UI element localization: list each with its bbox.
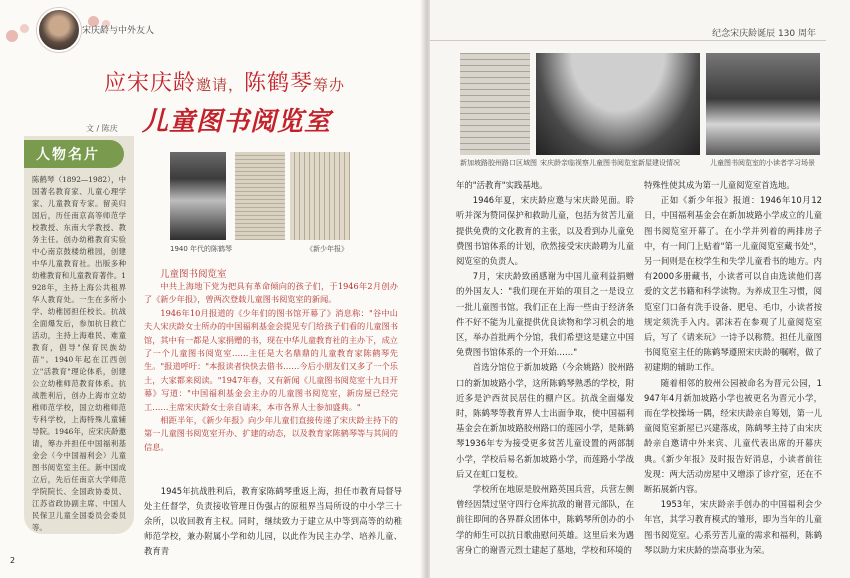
paragraph: 随着相邻的胶州公园被命名为晋元公园，1947年4月新加坡路小学也被更名为晋元小学，而在学校操场一隅，经宋庆龄亲自筹划，第一儿童阅览室新屋已兴建落成，陈鹤琴主持了由宋庆龄亲自邀请中外来宾、儿童代表出席的开幕庆典。《新少年报》及时报告好消息，小读者前往发现：两大活动房屋中又增添了诊疗室，还在不断拓展新内容。	[644, 377, 822, 495]
profile-sidebar	[24, 136, 134, 534]
paragraph: 首选分馆位于新加坡路（今余姚路）胶州路口的新加坡路小学，这所陈鹤琴熟悉的学校，附近多是沪西贫民居住的棚户区。抗战全面爆发时，陈鹤琴等教育界人士出面争取，使中国福利基金会在新加坡路胶州路口的莲园小学，是陈鹤琴1936年专为接受更多贫苦儿童设置的两部制小学，学校后易名新加坡路小学，而莲路小学战后又在虹口复校。	[456, 362, 634, 479]
paragraph: 中共上海地下党为把具有革命倾向的孩子们，于1946年2月创办了《新少年报》，曾两次登载儿童图书阅览室的新闻。	[144, 281, 398, 305]
avatar	[37, 8, 81, 52]
header-rule	[430, 40, 826, 41]
paragraph: 1946年10月报道的《少年们的图书馆开幕了》消息称："谷中山夫人宋庆龄女士所办的中国福利基金会提见专门给孩子们看的儿童图书馆，其中有一都是人家捐赠的书，现在中华儿童教育社的主办下，成立了一个儿童图书阅览室……主任是大名鼎鼎的儿童教育家陈鹤琴先生。"报道呼吁："本报读者快快去借书……今后小朋友们又多了一个乐土，大家都来阅读。"1947年春，又有新闻《儿童图书阅览室十九日开幕》写道："中国福利基金会主办的儿童图书阅览室，新房屋已经完工……主席宋庆龄女士亲自请来，本市各界人士参加盛典。"	[144, 307, 398, 412]
title-part: 邀请，	[196, 76, 245, 94]
photo-caption: 《新少年报》	[306, 245, 348, 253]
paragraph: 1953年，宋庆龄亲手创办的中国福利会少年宫，其学习教育模式的雏形，即为当年的儿童图书阅览室。心系劳苦儿童的需求和福利，陈鹤琴以助力宋庆龄的崇高事业为荣。	[644, 499, 822, 555]
title-part: 应宋庆龄	[104, 71, 197, 96]
text-column-1	[456, 178, 634, 558]
sidebar-heading: 人物名片	[24, 140, 124, 168]
title-part: 陈鹤琴	[244, 71, 314, 96]
newspaper-photo	[235, 152, 285, 240]
reading-room-photo	[706, 53, 820, 155]
photo-caption: 新加坡路胶州路口区域图	[460, 159, 537, 167]
paragraph: 相距半年，《新少年报》向少年儿童们直接传递了宋庆龄主持下的第一儿童图书阅览室开办、扩建的动态，以及教育家陈鹤琴等与其间的信息。	[144, 415, 398, 452]
title-line-1	[104, 66, 345, 97]
page-number: 2	[10, 556, 16, 565]
paragraph: 7月，宋庆龄致函感谢为中国儿童利益捐赠的外国友人："我们现在开始的项目之一是设立一批儿童图书馆。我们正在上海一些由于经济条件不好不能为儿童提供优良读物和学习机会的地区，举办首批两个分馆，我们希望这是建立中国免费图书馆体系的一个开始……"	[456, 271, 634, 358]
quoted-report	[144, 280, 398, 454]
photo-caption: 儿童图书阅览室的小读者学习场景	[710, 159, 815, 167]
paragraph: 年的"活教育"实践基地。	[456, 180, 548, 190]
header-tag: 宋庆龄与中外友人	[82, 26, 155, 36]
decor-dot	[20, 24, 29, 33]
visit-photo	[536, 53, 700, 155]
running-header: 纪念宋庆龄诞辰 130 周年	[712, 29, 816, 39]
paragraph: 1946年夏，宋庆龄应邀与宋庆龄见面。聆听并深为赞同保护和救助儿童，包括为贫苦儿童提供免费的文化教育的主张，以及看到办儿童免费图书馆体系的计划，欣然接受宋庆龄聘为儿童阅览室的负责人。	[456, 195, 634, 267]
portrait-photo	[170, 152, 226, 240]
newspaper-photo	[290, 152, 350, 240]
right-page	[430, 0, 850, 578]
author: 文 / 陈庆	[86, 124, 118, 133]
map-photo	[460, 53, 530, 155]
subheading: 儿童图书阅览室	[160, 269, 227, 280]
paragraph: 特殊性使其成为第一儿童阅览室首选地。	[644, 180, 795, 190]
sidebar-text: 陈鹤琴（1892—1982），中国著名教育家、儿童心理学家、儿童教育专家。留美归国后，历任南京高等师范学校教授、东南大学教授、教务主任。创办幼稚教育实验中心南京鼓楼幼稚园，创建中华儿童教育社。出版多种幼稚教育和儿童教育著作。1928年，主持上海公共租界华人教育处。一生在多所小学、幼稚园担任校长。抗战全面爆发后，参加抗日救亡活动，主持上海难民、难童教育，倡导"保育民族幼苗"。1940年起在江西创立"活教育"理论体系，创建公立幼稚师范教育体系。抗战胜利后，创办上海市立幼稚师范学校，国立幼稚师范专科学校，上海特殊儿童辅导院。1946年，应宋庆龄邀请，筹办并担任中国福利基金会（今中国福利会）儿童图书阅览室主任。新中国成立后，先后任南京大学师范学院院长、全国政协委员、江苏省政协副主席、中国人民保卫儿童全国委员会委员等。	[32, 175, 126, 532]
text-column-2	[644, 178, 822, 558]
decor-dot	[6, 30, 18, 42]
body-text	[144, 484, 402, 559]
paragraph: 学校所在地原是胶州路英国兵营，兵营左侧曾经因禁过坚守四行仓库抗敌的谢晋元部队，在前往即间的各界群众团体中，陈鹤琴所创办的小学的师生可以抗日歌曲慰问英雄。这里后来为遇害身亡的谢晋元烈士建起了墓地，学校和环境的	[456, 484, 634, 555]
photo-caption: 1940 年代的陈鹤琴	[170, 245, 233, 253]
paragraph: 正如《新少年报》报道：1946年10月12日，中国福利基金会在新加坡路小学成立的儿童图书阅览室开幕了。在小学并列着的两排房子中，有一间门上贴着"第一儿童阅览室藏书处"，另一间则是在校学生和失学儿童看书的地方。内有2000多册藏书，小读者可以自由选读他们喜爱的文艺书籍和科学读物。为养成卫生习惯，阅览室门口备有洗手设备、肥皂、毛巾，小读者按规定须洗手入内。郭沫若在参观了儿童阅览室后，写了《请来玩》一诗予以称赞。担任儿童图书阅览室主任的陈鹤琴遵照宋庆龄的嘱咐，做了初建期的辅助工作。	[644, 195, 822, 373]
title-line-2: 儿童图书阅览室	[142, 107, 332, 137]
paragraph: 1945年抗战胜利后，教育家陈鹤琴重返上海，担任市教育局督导处主任督学，负责接收管理日伪强占的原租界当局所设的中小学三十余所，以收回教育主权。同时，继续致力于建立从中等到高等的幼稚师范学校，兼办附属小学和幼儿园，以此作为民主办学、培养儿童、教育青	[144, 486, 402, 556]
photo-caption: 宋庆龄亲临视察儿童图书阅览室新屋建设情况	[540, 159, 680, 167]
title-part: 筹办	[313, 76, 346, 94]
